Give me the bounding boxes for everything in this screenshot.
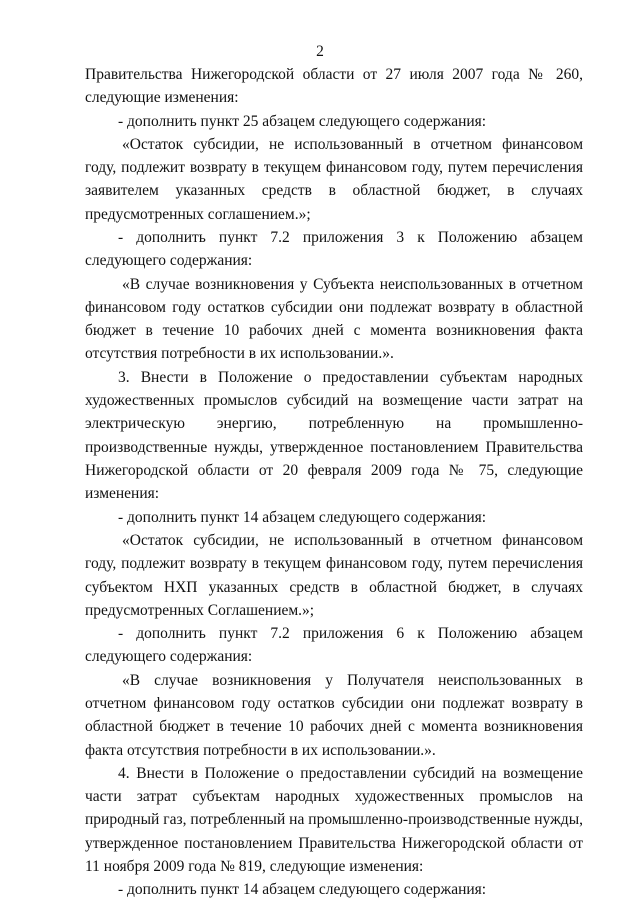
text-line: - дополнить пункт 7.2 приложения 6 к Положению абзацем [118,625,583,642]
text-line: следующего содержания: [85,252,253,269]
text-line: Нижегородской области от 20 февраля 2009 года № 75, следующие [85,462,583,479]
text-line: финансовом году остатков субсидии они подлежат возврату в областной [85,299,583,316]
text-line: факта отсутствия потребности в их использовании.». [85,742,436,759]
text-line: 4. Внести в Положение о предоставлении субсидий на возмещение [118,765,583,782]
text-line: году, подлежит возврату в текущем финансовом году, путем перечисления [85,159,583,176]
text-line: 3. Внести в Положение о предоставлении субъектам народных [118,369,583,386]
text-line: отсутствия потребности в их использовании.». [85,345,394,362]
page-number: 2 [316,43,324,60]
text-line: производственные нужды, утвержденное постановлением Правительства [85,439,583,456]
text-line: электрическую энергию, потребленную на промышленно- [85,415,583,432]
text-line: Правительства Нижегородской области от 27 июля 2007 года № 260, [85,66,583,83]
text-line: следующего содержания: [85,648,253,665]
text-line: субъектом НХП указанных средств в областной бюджет, в случаях [85,579,583,596]
text-line: заявителем указанных средств в областной бюджет, в случаях [85,182,583,199]
text-line: утвержденное постановлением Правительства Нижегородской области от [85,835,583,852]
text-line: бюджет в течение 10 рабочих дней с момента возникновения факта [85,322,583,339]
text-line: части затрат субъектам народных художественных промыслов на [85,788,583,805]
text-line: - дополнить пункт 25 абзацем следующего содержания: [118,113,487,130]
text-line: природный газ, потребленный на промышленно-производственные нужды, [85,811,583,828]
text-line: - дополнить пункт 14 абзацем следующего содержания: [118,509,487,526]
text-line: предусмотренных Соглашением.»; [85,602,315,619]
text-line: следующие изменения: [85,89,239,106]
text-line: 11 ноября 2009 года № 819, следующие изменения: [85,858,424,875]
text-line: областной бюджет в течение 10 рабочих дней с момента возникновения [85,718,583,735]
text-line: - дополнить пункт 7.2 приложения 3 к Положению абзацем [118,229,583,246]
text-line: - дополнить пункт 14 абзацем следующего содержания: [118,881,487,898]
text-line: «В случае возникновения у Субъекта неиспользованных в отчетном [122,276,583,293]
text-line: «В случае возникновения у Получателя неиспользованных в [122,672,583,689]
text-line: году, подлежит возврату в текущем финансовом году, путем перечисления [85,555,583,572]
text-line: художественных промыслов субсидий на возмещение части затрат на [85,392,583,409]
text-line: «Остаток субсидии, не использованный в отчетном финансовом [122,136,583,153]
text-line: предусмотренных соглашением.»; [85,206,311,223]
text-line: изменения: [85,485,160,502]
text-line: «Остаток субсидии, не использованный в отчетном финансовом [122,532,583,549]
text-line: отчетном финансовом году остатков субсидии они подлежат возврату в [85,695,583,712]
